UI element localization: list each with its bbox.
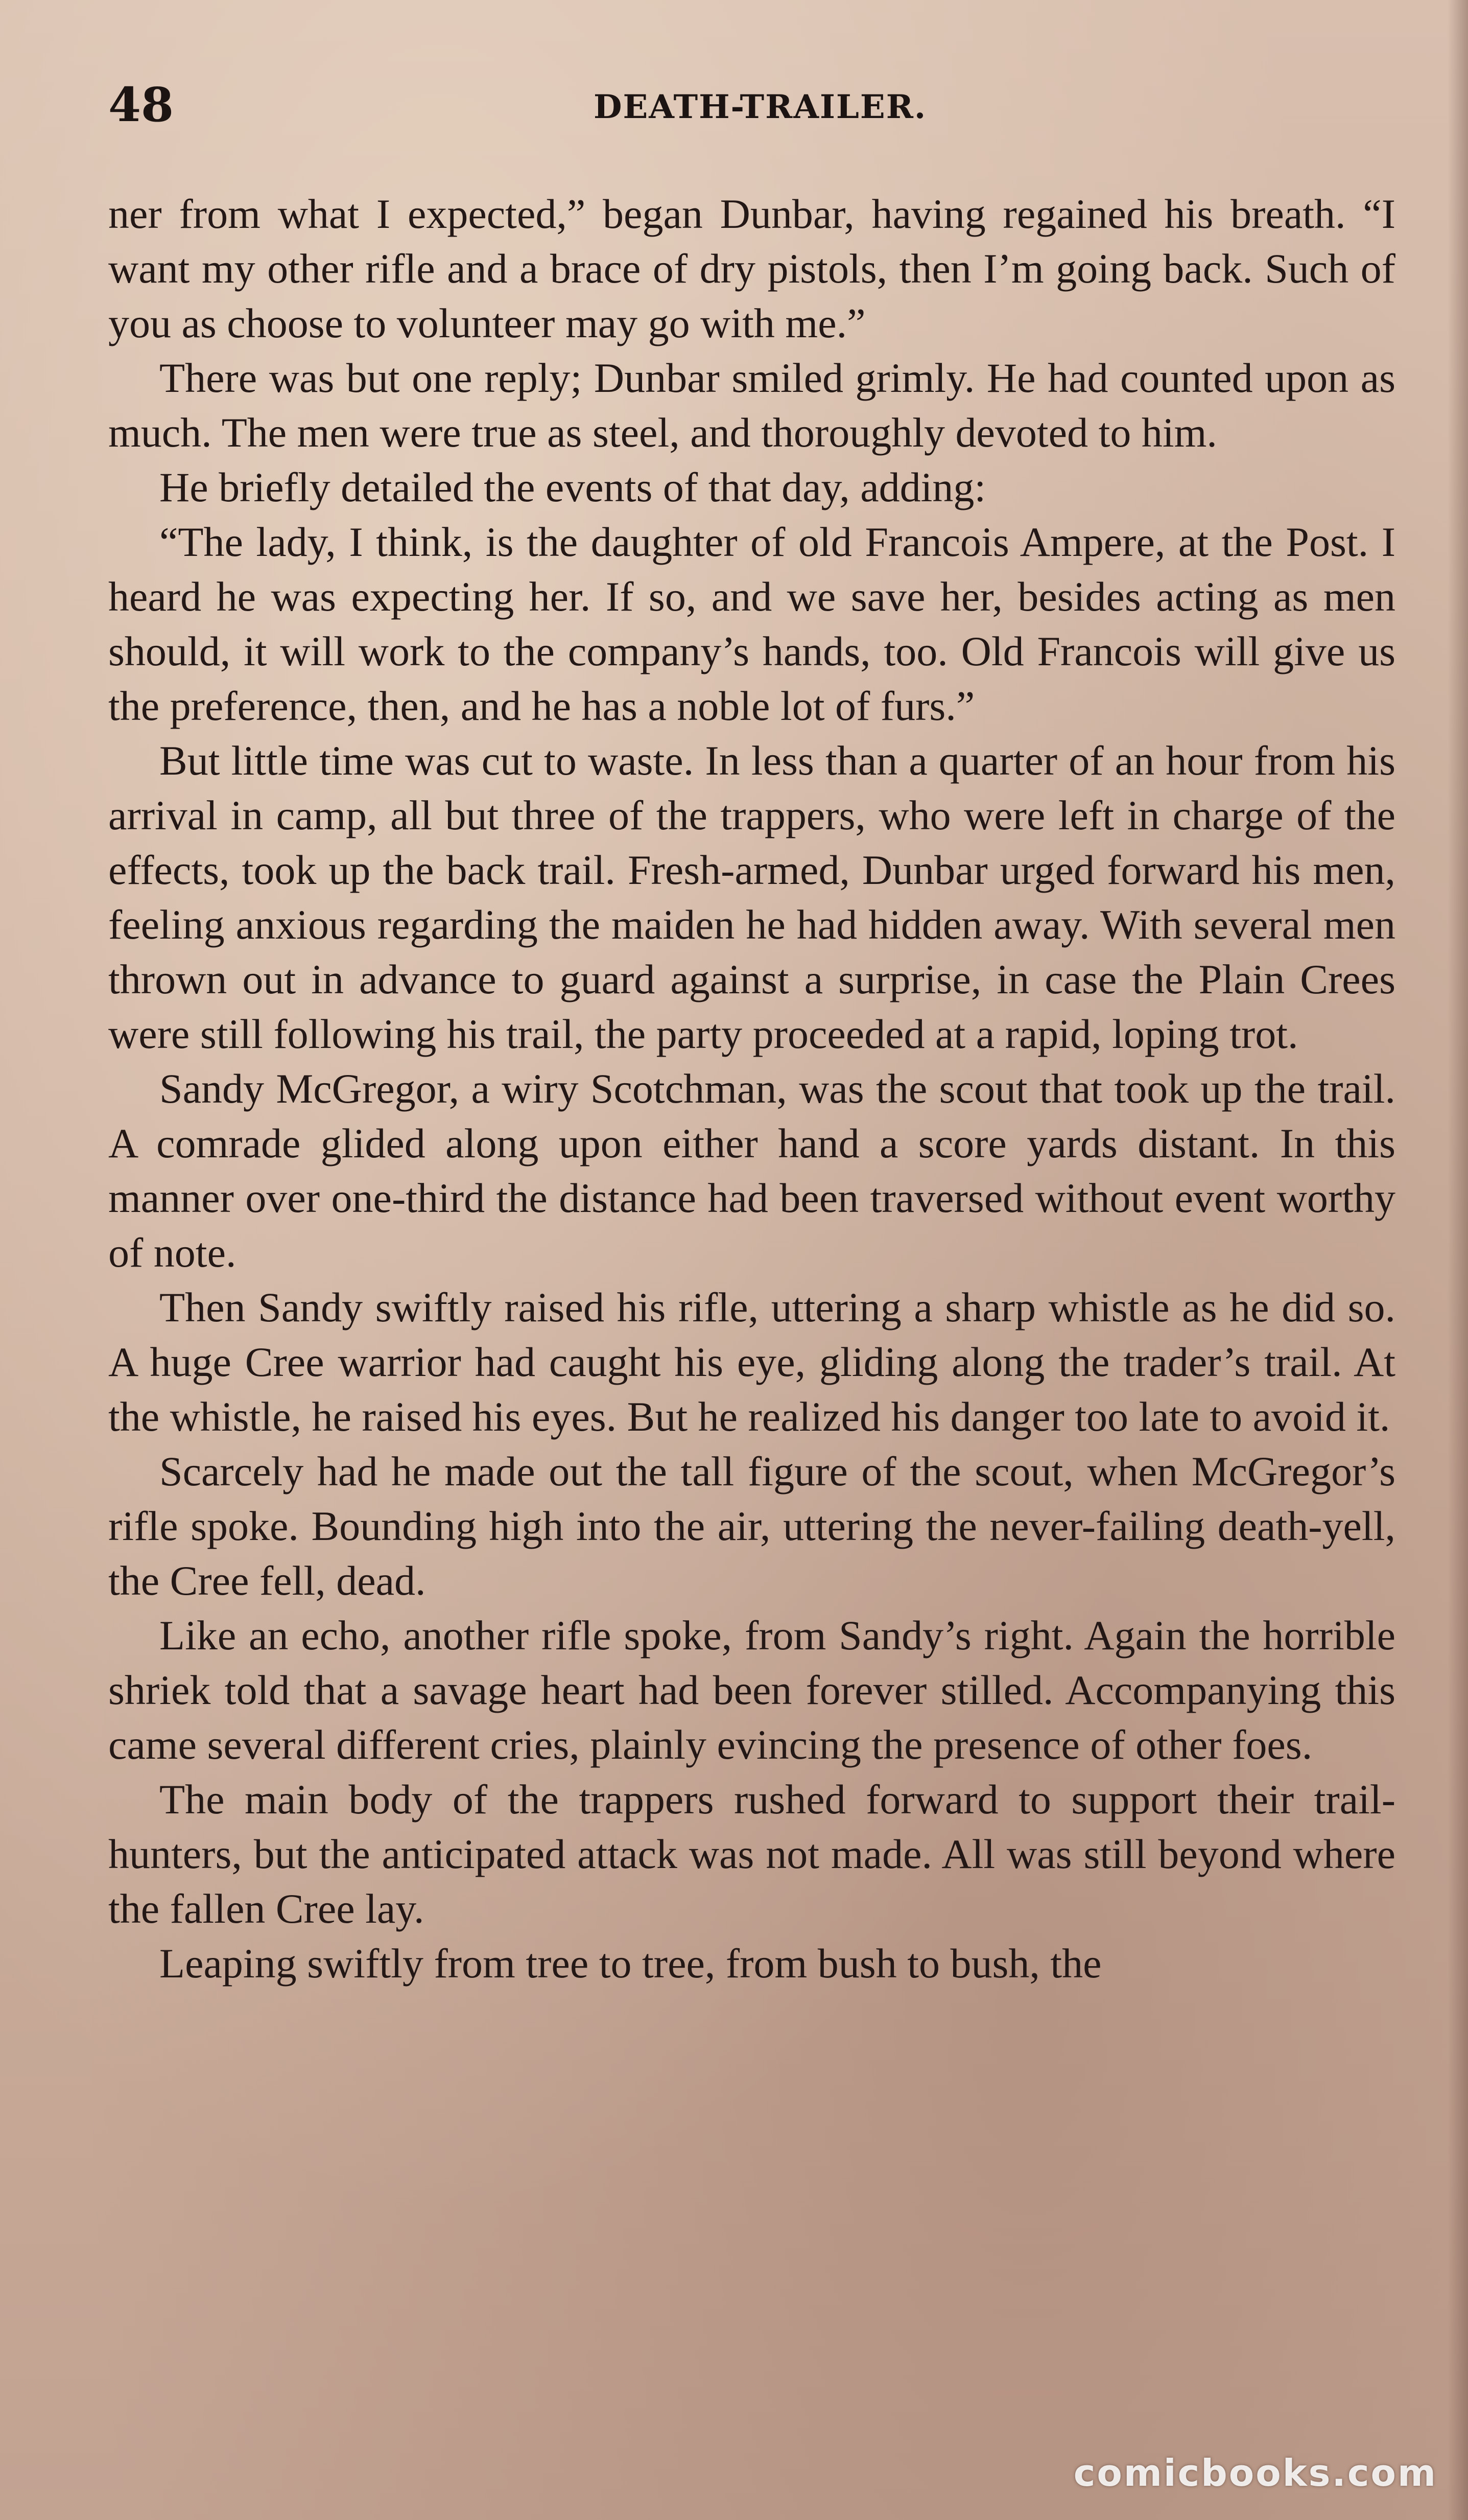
paragraph: There was but one reply; Dunbar smiled grimly. He had counted upon as much. The men were true as steel, and thoroughly devoted to him. (108, 355, 1395, 456)
paragraph: “The lady, I think, is the daughter of old Francois Ampere, at the Post. I heard he was expecting her. If so, and we save her, besides acting as men should, it will work to the company’s hands, too. Old Francois will give us the preference, then, and he has a noble lot of furs.” (108, 519, 1395, 729)
running-head: DEATH-TRAILER. (594, 88, 927, 126)
paragraph: Like an echo, another rifle spoke, from Sandy’s right. Again the horrible shriek told that a savage heart had been forever stilled. Accompanying this came several different cries, plainly evincing the presence of other foes. (108, 1612, 1395, 1768)
paragraph: Then Sandy swiftly raised his rifle, uttering a sharp whistle as he did so. A huge Cree warrior had caught his eye, gliding along the trader’s trail. At the whistle, he raised his eyes. But he realized his danger too late to avoid it. (108, 1284, 1395, 1440)
watermark: comicbooks.com (1073, 2452, 1437, 2494)
paragraph-continued: ner from what I expected,” began Dunbar, having regained his breath. “I want my other rifle and a brace of dry pistols, then I’m going back. Such of you as choose to volunteer may go with me.” (108, 191, 1395, 346)
paragraph-continues: Leaping swiftly from tree to tree, from bush to bush, the (159, 1940, 1102, 1987)
page-header (108, 77, 1395, 133)
paragraph: The main body of the trappers rushed forward to support their trail-hunters, but the anticipated attack was not made. All was still beyond where the fallen Cree lay. (108, 1776, 1395, 1932)
paragraph: Scarcely had he made out the tall figure of the scout, when McGregor’s rifle spoke. Bounding high into the air, uttering the never-failing death-yell, the Cree fell, dead. (108, 1448, 1395, 1604)
paragraph: But little time was cut to waste. In less than a quarter of an hour from his arrival in camp, all but three of the trappers, who were left in charge of the effects, took up the back trail. Fresh-armed, Dunbar urged forward his men, feeling anxious regarding the maiden he had hidden away. With several men thrown out in advance to guard against a surprise, in case the Plain Crees were still following his trail, the party proceeded at a rapid, loping trot. (108, 737, 1395, 1057)
paragraph: Sandy McGregor, a wiry Scotchman, was the scout that took up the trail. A comrade glided along upon either hand a score yards distant. In this manner over one-third the distance had been traversed without event worthy of note. (108, 1065, 1395, 1276)
body-text (108, 186, 1395, 1991)
page-number: 48 (108, 77, 174, 132)
paragraph: He briefly detailed the events of that day, adding: (159, 464, 986, 510)
page-edge-shadow (1448, 0, 1468, 2520)
